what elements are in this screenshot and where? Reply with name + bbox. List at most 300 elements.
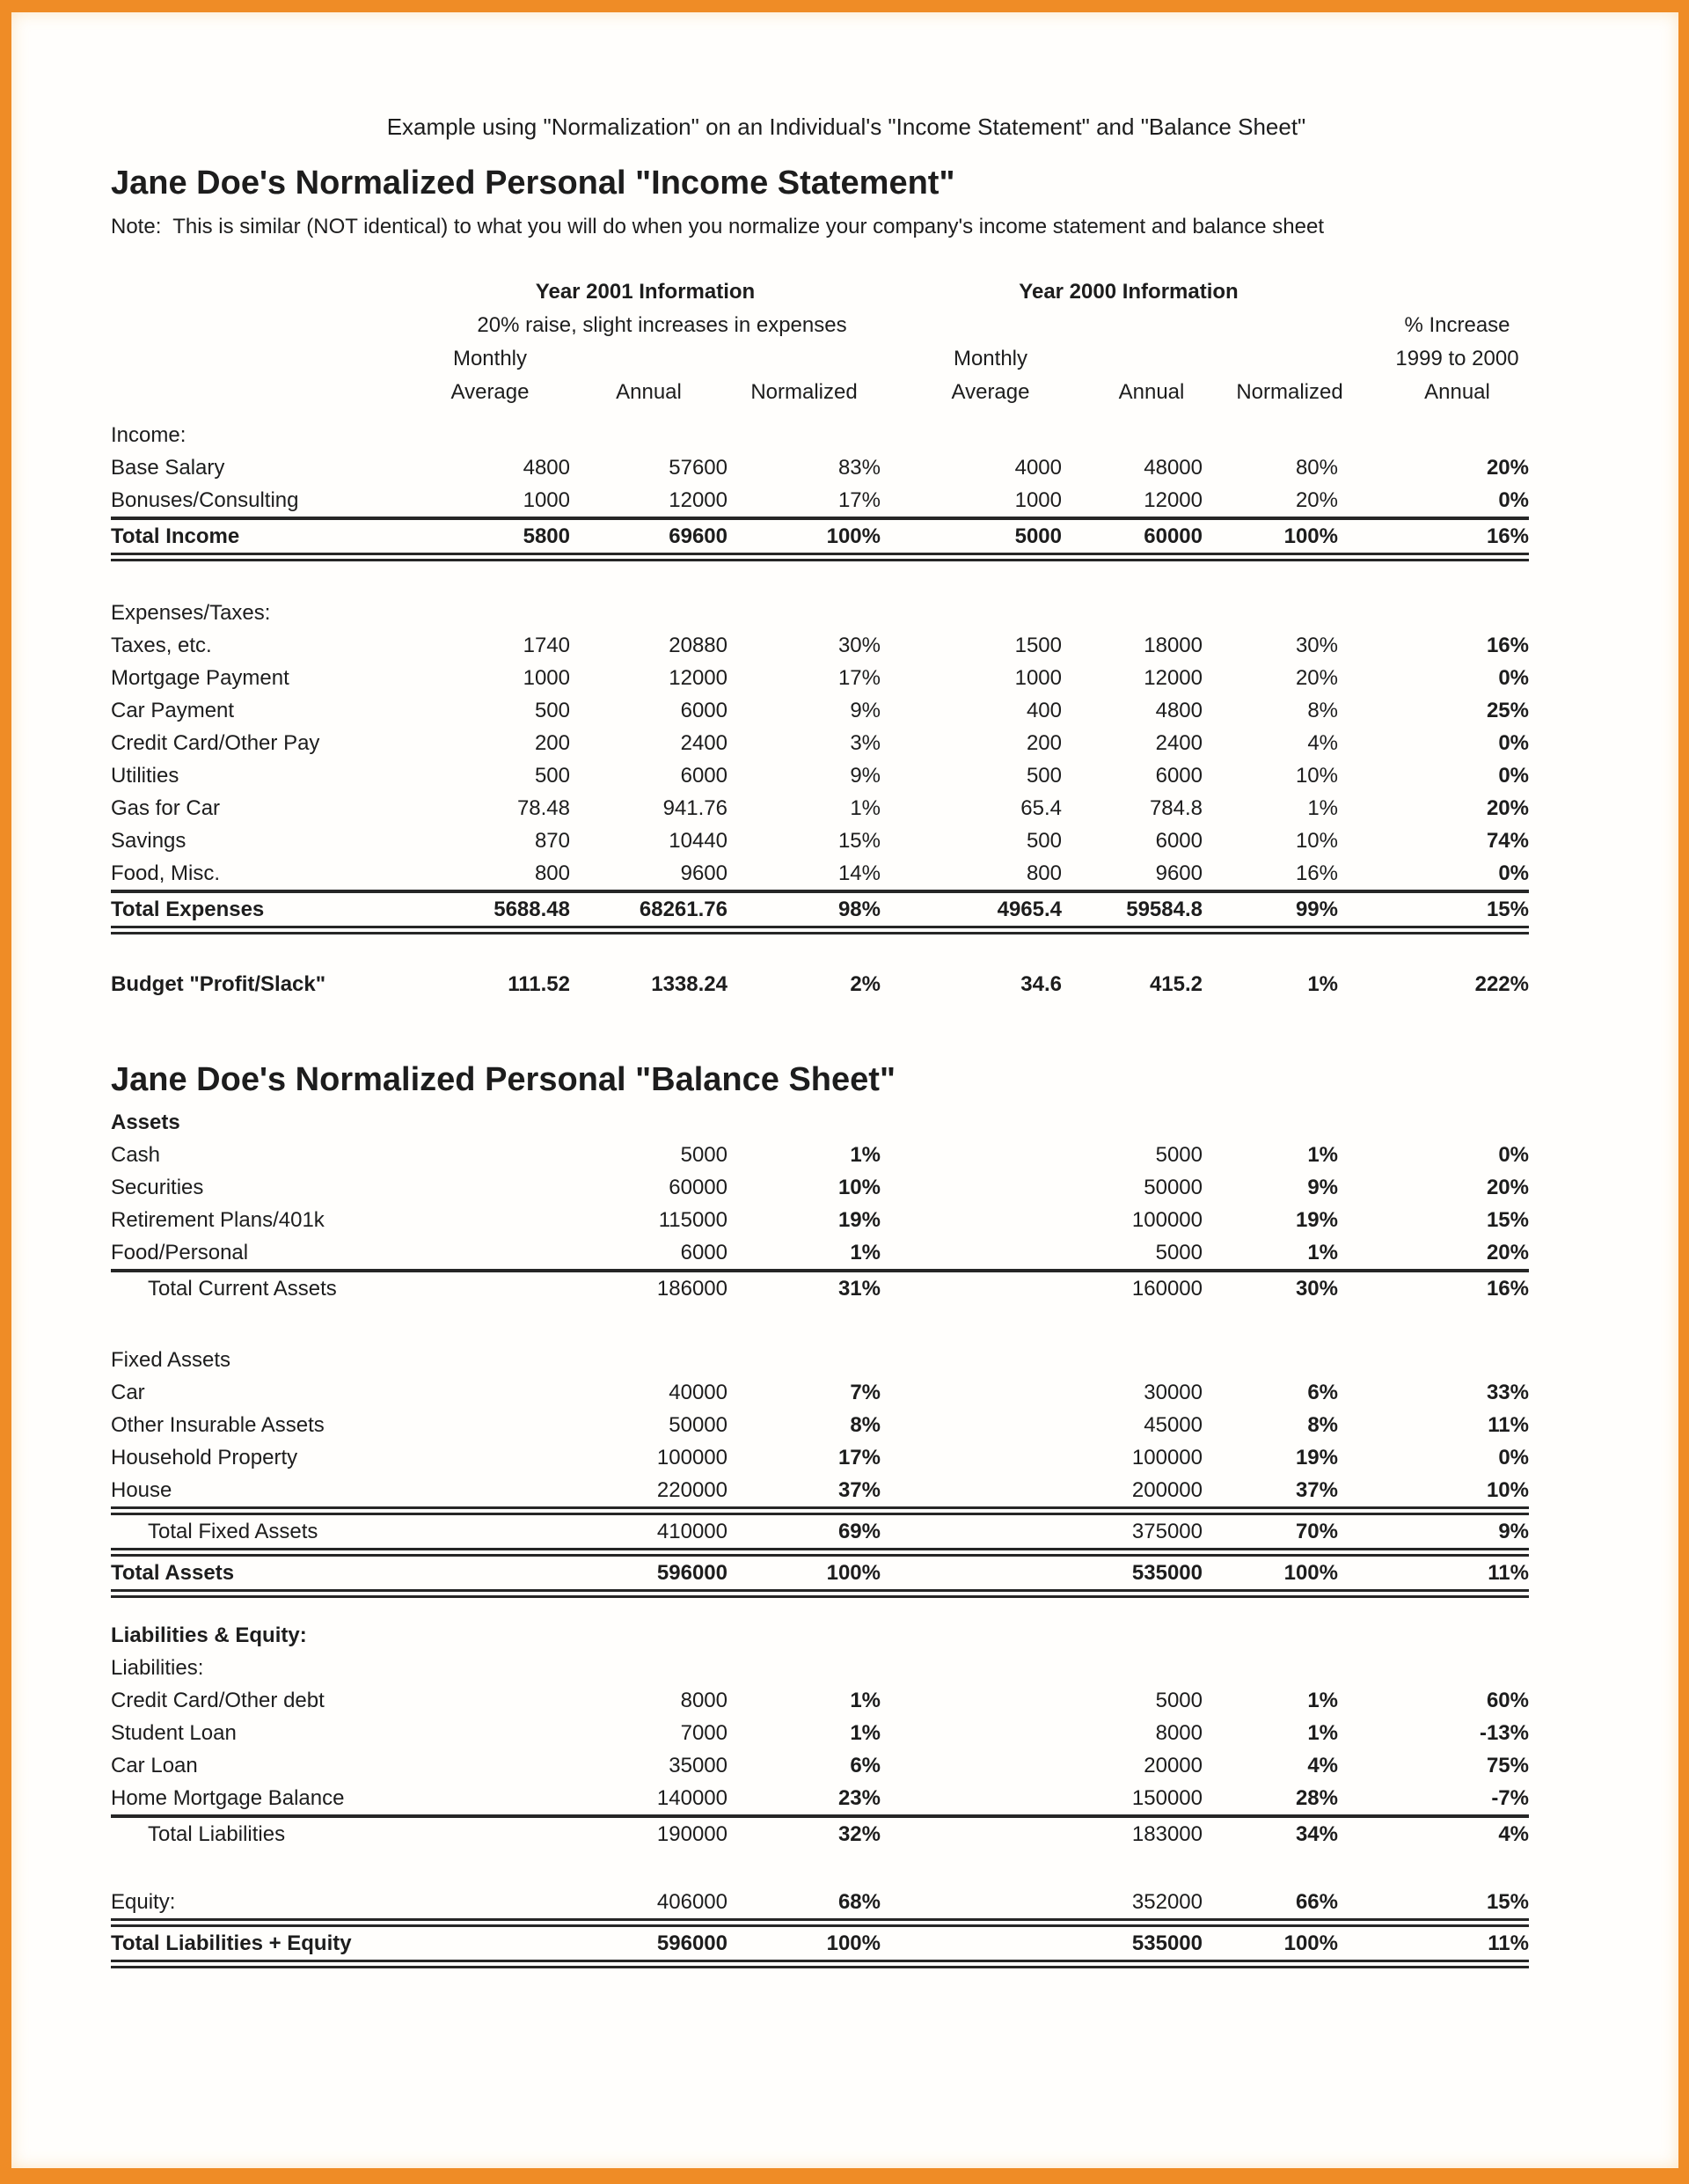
- cell: 9%: [1498, 1520, 1529, 1543]
- annual-header-2001: Annual: [616, 380, 682, 404]
- normalized-header-2001: Normalized: [750, 380, 858, 404]
- cell: 37%: [1295, 1478, 1338, 1502]
- cell: 74%: [1486, 829, 1529, 853]
- row-taxes-etc: [111, 629, 1529, 662]
- cell: 1%: [850, 1721, 881, 1745]
- cell: 20%: [1486, 1241, 1529, 1264]
- cell: 0%: [1498, 731, 1529, 755]
- monthly-header-2000: Monthly: [953, 347, 1028, 370]
- cell: 99%: [1295, 898, 1338, 921]
- table-rule-double: [111, 926, 1529, 934]
- cell: 10%: [837, 1176, 881, 1199]
- spacer: [111, 1851, 1529, 1886]
- table-rule-double: [111, 1506, 1529, 1515]
- row-total-liabilities-equity: [111, 1927, 1529, 1960]
- cell: 78.48: [516, 796, 570, 820]
- cell: 6000: [680, 764, 728, 788]
- cell: 0%: [1498, 1446, 1529, 1469]
- row-label: Total Liabilities + Equity: [111, 1931, 352, 1955]
- cell: 20%: [1295, 666, 1338, 690]
- row-car-loan: [111, 1749, 1529, 1782]
- cell: 20%: [1486, 456, 1529, 480]
- cell: 1000: [1014, 666, 1062, 690]
- cell: 100000: [656, 1446, 728, 1469]
- cell: 4965.4: [997, 898, 1062, 921]
- cell: 1%: [1307, 1721, 1338, 1745]
- row-household-property: [111, 1441, 1529, 1474]
- cell: 4%: [1498, 1822, 1529, 1846]
- cell: [410, 1409, 570, 1441]
- cell: 17%: [837, 488, 881, 512]
- table-rule-double: [111, 553, 1529, 561]
- cell: 20%: [1486, 1176, 1529, 1199]
- cell: [410, 1236, 570, 1269]
- cell: 68%: [837, 1890, 881, 1914]
- cell: 17%: [837, 666, 881, 690]
- row-label: Savings: [111, 829, 186, 853]
- row-label: Retirement Plans/401k: [111, 1208, 325, 1232]
- cell: 115000: [658, 1208, 728, 1232]
- row-label: Cash: [111, 1143, 161, 1167]
- row-car: [111, 1376, 1529, 1409]
- cell: 4800: [523, 456, 570, 480]
- cell: 9%: [850, 699, 881, 722]
- row-securities: [111, 1171, 1529, 1204]
- cell: [410, 1474, 570, 1506]
- cell: 30%: [1295, 1277, 1338, 1301]
- cell: 800: [534, 861, 570, 885]
- cell: 7000: [680, 1721, 728, 1745]
- row-label: Taxes, etc.: [111, 634, 212, 657]
- row-food-misc: [111, 857, 1529, 890]
- cell: 1500: [1014, 634, 1062, 657]
- row-label: Household Property: [111, 1446, 298, 1469]
- cell: 7%: [850, 1381, 881, 1404]
- cell: 10%: [1295, 764, 1338, 788]
- cell: 15%: [1486, 898, 1529, 921]
- table-rule-double: [111, 1548, 1529, 1557]
- cell: 6000: [1155, 764, 1203, 788]
- row-credit-card-other-pay: [111, 727, 1529, 759]
- header-row-subnote: [111, 309, 1529, 342]
- cell: 200000: [1131, 1478, 1203, 1502]
- cell: [410, 1557, 570, 1589]
- cell: [881, 1272, 1062, 1305]
- cell: 500: [534, 699, 570, 722]
- cell: 500: [1026, 829, 1062, 853]
- section-assets: Assets: [111, 1110, 180, 1134]
- cell: 183000: [1131, 1822, 1203, 1846]
- cell: 1740: [523, 634, 570, 657]
- cell: [410, 1171, 570, 1204]
- row-total-fixed-assets: [111, 1515, 1529, 1548]
- cell: 1%: [1307, 796, 1338, 820]
- cell: [881, 1818, 1062, 1851]
- row-label: Car Loan: [111, 1754, 198, 1777]
- row-total-income: [111, 520, 1529, 553]
- average-header-2001: Average: [450, 380, 530, 404]
- cell: 69600: [669, 524, 728, 548]
- cell: [881, 1171, 1062, 1204]
- cell: 5000: [1155, 1241, 1203, 1264]
- cell: 100%: [1283, 1931, 1338, 1955]
- cell: 1%: [850, 1143, 881, 1167]
- row-student-loan: [111, 1717, 1529, 1749]
- cell: 10%: [1295, 829, 1338, 853]
- cell: 941.76: [662, 796, 728, 820]
- cell: 100%: [826, 1561, 881, 1585]
- row-label: Budget "Profit/Slack": [111, 972, 326, 996]
- row-credit-card-other-debt: [111, 1684, 1529, 1717]
- income-statement-title: Jane Doe's Normalized Personal "Income Statement": [111, 165, 955, 202]
- spacer: [111, 1305, 1529, 1344]
- cell: 5688.48: [494, 898, 570, 921]
- cell: 70%: [1295, 1520, 1338, 1543]
- cell: 596000: [656, 1931, 728, 1955]
- cell: 111.52: [508, 972, 570, 996]
- row-base-salary: [111, 451, 1529, 484]
- row-cash: [111, 1139, 1529, 1171]
- row-label: Equity:: [111, 1890, 176, 1914]
- cell: 410000: [656, 1520, 728, 1543]
- cell: 9600: [680, 861, 728, 885]
- section-liabilities: Liabilities:: [111, 1656, 204, 1680]
- cell: 222%: [1474, 972, 1529, 996]
- cell: 25%: [1486, 699, 1529, 722]
- cell: 3%: [850, 731, 881, 755]
- table-rule-double: [111, 1589, 1529, 1598]
- cell: [881, 1204, 1062, 1236]
- row-label: Mortgage Payment: [111, 666, 289, 690]
- row-savings: [111, 824, 1529, 857]
- section-income: Income:: [111, 423, 186, 447]
- cell: 1%: [1307, 972, 1338, 996]
- cell: 100000: [1131, 1446, 1203, 1469]
- row-label: Other Insurable Assets: [111, 1413, 325, 1437]
- cell: 1%: [1307, 1143, 1338, 1167]
- row-label: Credit Card/Other Pay: [111, 731, 320, 755]
- cell: 0%: [1498, 488, 1529, 512]
- cell: 9600: [1155, 861, 1203, 885]
- financial-table: [111, 419, 1529, 1968]
- cell: [410, 1272, 570, 1305]
- cell: 200: [1026, 731, 1062, 755]
- cell: 784.8: [1149, 796, 1203, 820]
- cell: 100%: [826, 1931, 881, 1955]
- row-label: Student Loan: [111, 1721, 237, 1745]
- cell: [410, 1684, 570, 1717]
- cell: 2400: [680, 731, 728, 755]
- row-label: Food/Personal: [111, 1241, 249, 1264]
- cell: 15%: [1486, 1208, 1529, 1232]
- cell: 1%: [850, 1689, 881, 1712]
- cell: [881, 1749, 1062, 1782]
- cell: [410, 1376, 570, 1409]
- section-liabilities-equity: Liabilities & Equity:: [111, 1623, 307, 1647]
- cell: 37%: [837, 1478, 881, 1502]
- row-other-insurable-assets: [111, 1409, 1529, 1441]
- spacer: [111, 561, 1529, 597]
- cell: 2400: [1155, 731, 1203, 755]
- row-label: Car: [111, 1381, 145, 1404]
- cell: -7%: [1491, 1786, 1529, 1810]
- cell: 535000: [1131, 1561, 1203, 1585]
- cell: [881, 1515, 1062, 1548]
- cell: 5000: [1014, 524, 1062, 548]
- row-label: Base Salary: [111, 456, 225, 480]
- cell: [881, 1441, 1062, 1474]
- cell: 23%: [837, 1786, 881, 1810]
- cell: 57600: [669, 456, 728, 480]
- row-label: Total Expenses: [111, 898, 265, 921]
- row-utilities: [111, 759, 1529, 792]
- row-gas-for-car: [111, 792, 1529, 824]
- cell: 50000: [1144, 1176, 1203, 1199]
- cell: [410, 1818, 570, 1851]
- row-label: Total Income: [111, 524, 240, 548]
- cell: [881, 1409, 1062, 1441]
- cell: 500: [1026, 764, 1062, 788]
- cell: 4%: [1307, 1754, 1338, 1777]
- cell: 65.4: [1020, 796, 1062, 820]
- cell: 33%: [1486, 1381, 1529, 1404]
- section-expenses-taxes: Expenses/Taxes:: [111, 601, 271, 625]
- cell: 8%: [1307, 1413, 1338, 1437]
- cell: 352000: [1131, 1890, 1203, 1914]
- cell: [410, 1782, 570, 1814]
- normalized-header-2000: Normalized: [1236, 380, 1343, 404]
- row-car-payment: [111, 694, 1529, 727]
- cell: 0%: [1498, 861, 1529, 885]
- cell: 30%: [1295, 634, 1338, 657]
- row-home-mortgage-balance: [111, 1782, 1529, 1814]
- cell: [410, 1139, 570, 1171]
- row-mortgage-payment: [111, 662, 1529, 694]
- cell: 34%: [1295, 1822, 1338, 1846]
- annual-header-2000: Annual: [1118, 380, 1185, 404]
- cell: 1%: [1307, 1241, 1338, 1264]
- cell: 1000: [1014, 488, 1062, 512]
- cell: 415.2: [1149, 972, 1203, 996]
- document-note: Note: This is similar (NOT identical) to what you will do when you normalize your company's income statement and balance sheet: [111, 215, 1324, 238]
- cell: [881, 1376, 1062, 1409]
- cell: 0%: [1498, 1143, 1529, 1167]
- cell: [410, 1886, 570, 1918]
- row-budget-profit-slack: [111, 968, 1529, 1000]
- cell: 15%: [837, 829, 881, 853]
- header-row-years: [111, 275, 1529, 309]
- row-label: Securities: [111, 1176, 204, 1199]
- cell: [410, 1441, 570, 1474]
- cell: [410, 1515, 570, 1548]
- cell: [881, 1684, 1062, 1717]
- cell: 9%: [850, 764, 881, 788]
- cell: 16%: [1486, 524, 1529, 548]
- cell: 12000: [1144, 488, 1203, 512]
- row-label: Credit Card/Other debt: [111, 1689, 325, 1712]
- header-row-monthly: [111, 342, 1529, 376]
- section-fixed-assets: Fixed Assets: [111, 1348, 231, 1372]
- pct-increase-header-line1: % Increase: [1404, 313, 1510, 337]
- row-label: Total Fixed Assets: [148, 1520, 318, 1543]
- cell: 80%: [1295, 456, 1338, 480]
- spacer: [111, 1000, 1529, 1053]
- cell: 32%: [837, 1822, 881, 1846]
- cell: 2%: [850, 972, 881, 996]
- cell: 100%: [826, 524, 881, 548]
- cell: 1000: [523, 666, 570, 690]
- row-total-expenses: [111, 893, 1529, 926]
- cell: 1338.24: [651, 972, 728, 996]
- cell: [881, 1927, 1062, 1960]
- cell: 20%: [1486, 796, 1529, 820]
- header-row-columns: [111, 376, 1529, 409]
- cell: 1%: [850, 796, 881, 820]
- cell: 20%: [1295, 488, 1338, 512]
- cell: 45000: [1144, 1413, 1203, 1437]
- cell: 19%: [1295, 1446, 1338, 1469]
- cell: [410, 1717, 570, 1749]
- cell: 98%: [837, 898, 881, 921]
- cell: 15%: [1486, 1890, 1529, 1914]
- row-bonuses-consulting: [111, 484, 1529, 517]
- year-2000-header: Year 2000 Information: [1019, 280, 1239, 304]
- monthly-header-2001: Monthly: [452, 347, 528, 370]
- cell: 10440: [669, 829, 728, 853]
- cell: 870: [534, 829, 570, 853]
- cell: 220000: [656, 1478, 728, 1502]
- cell: 66%: [1295, 1890, 1338, 1914]
- average-header-2000: Average: [951, 380, 1030, 404]
- cell: 9%: [1307, 1176, 1338, 1199]
- cell: 6%: [850, 1754, 881, 1777]
- cell: 100000: [1131, 1208, 1203, 1232]
- cell: 100%: [1283, 1561, 1338, 1585]
- row-total-assets: [111, 1557, 1529, 1589]
- cell: 190000: [656, 1822, 728, 1846]
- cell: 6000: [680, 699, 728, 722]
- cell: 16%: [1486, 634, 1529, 657]
- cell: 200: [534, 731, 570, 755]
- cell: -13%: [1479, 1721, 1529, 1745]
- cell: 5000: [680, 1143, 728, 1167]
- year-2001-header: Year 2001 Information: [535, 280, 756, 304]
- cell: 11%: [1488, 1413, 1529, 1437]
- table-header: [111, 275, 1529, 409]
- cell: 800: [1026, 861, 1062, 885]
- cell: [410, 1749, 570, 1782]
- cell: 14%: [837, 861, 881, 885]
- cell: 500: [534, 764, 570, 788]
- cell: 1%: [850, 1241, 881, 1264]
- cell: [881, 1557, 1062, 1589]
- pct-increase-header-line2: 1999 to 2000: [1395, 347, 1519, 370]
- cell: 406000: [656, 1890, 728, 1914]
- cell: 12000: [669, 488, 728, 512]
- row-label: Home Mortgage Balance: [111, 1786, 345, 1810]
- cell: 31%: [837, 1277, 881, 1301]
- cell: 75%: [1486, 1754, 1529, 1777]
- spreadsheet-sheet: [111, 111, 1529, 1968]
- cell: 19%: [1295, 1208, 1338, 1232]
- cell: 48000: [1144, 456, 1203, 480]
- raise-subnote: 20% raise, slight increases in expenses: [477, 313, 847, 337]
- cell: 11%: [1488, 1561, 1529, 1585]
- cell: 60000: [1144, 524, 1203, 548]
- spacer: [111, 1598, 1529, 1619]
- cell: 535000: [1131, 1931, 1203, 1955]
- document-subtitle: Example using "Normalization" on an Individual's "Income Statement" and "Balance Sheet": [386, 114, 1306, 140]
- cell: 1000: [523, 488, 570, 512]
- row-label: Bonuses/Consulting: [111, 488, 299, 512]
- cell: 4000: [1014, 456, 1062, 480]
- spacer: [111, 934, 1529, 968]
- row-total-current-assets: [111, 1272, 1529, 1305]
- cell: 16%: [1295, 861, 1338, 885]
- cell: 375000: [1131, 1520, 1203, 1543]
- cell: 0%: [1498, 666, 1529, 690]
- cell: 6%: [1307, 1381, 1338, 1404]
- cell: [881, 1886, 1062, 1918]
- row-label: House: [111, 1478, 172, 1502]
- cell: [881, 1782, 1062, 1814]
- row-label: Food, Misc.: [111, 861, 221, 885]
- cell: 4800: [1155, 699, 1203, 722]
- cell: 20000: [1144, 1754, 1203, 1777]
- cell: 28%: [1295, 1786, 1338, 1810]
- cell: 40000: [669, 1381, 728, 1404]
- row-retirement-plans-401k: [111, 1204, 1529, 1236]
- pct-increase-header-line3: Annual: [1424, 380, 1490, 404]
- cell: 11%: [1488, 1931, 1529, 1955]
- cell: 19%: [837, 1208, 881, 1232]
- cell: 1%: [1307, 1689, 1338, 1712]
- row-label: Car Payment: [111, 699, 235, 722]
- cell: 16%: [1486, 1277, 1529, 1301]
- cell: 59584.8: [1126, 898, 1203, 921]
- row-label: Utilities: [111, 764, 179, 788]
- cell: 4%: [1307, 731, 1338, 755]
- cell: 50000: [669, 1413, 728, 1437]
- table-rule-double: [111, 1918, 1529, 1927]
- row-label: Gas for Car: [111, 796, 221, 820]
- cell: 8%: [1307, 699, 1338, 722]
- balance-sheet-title: Jane Doe's Normalized Personal "Balance Sheet": [111, 1061, 896, 1098]
- cell: [881, 1139, 1062, 1171]
- cell: 6000: [680, 1241, 728, 1264]
- row-label: Total Liabilities: [148, 1822, 286, 1846]
- cell: 17%: [837, 1446, 881, 1469]
- cell: 20880: [669, 634, 728, 657]
- cell: 0%: [1498, 764, 1529, 788]
- cell: 5800: [523, 524, 570, 548]
- cell: 5000: [1155, 1689, 1203, 1712]
- cell: 150000: [1131, 1786, 1203, 1810]
- row-equity: [111, 1886, 1529, 1918]
- cell: [881, 1474, 1062, 1506]
- cell: 35000: [669, 1754, 728, 1777]
- cell: 100%: [1283, 524, 1338, 548]
- row-food-personal: [111, 1236, 1529, 1269]
- cell: 186000: [656, 1277, 728, 1301]
- cell: [881, 1236, 1062, 1269]
- cell: [881, 1717, 1062, 1749]
- cell: 34.6: [1020, 972, 1062, 996]
- cell: 8000: [680, 1689, 728, 1712]
- cell: 60000: [669, 1176, 728, 1199]
- cell: 160000: [1131, 1277, 1203, 1301]
- cell: 596000: [656, 1561, 728, 1585]
